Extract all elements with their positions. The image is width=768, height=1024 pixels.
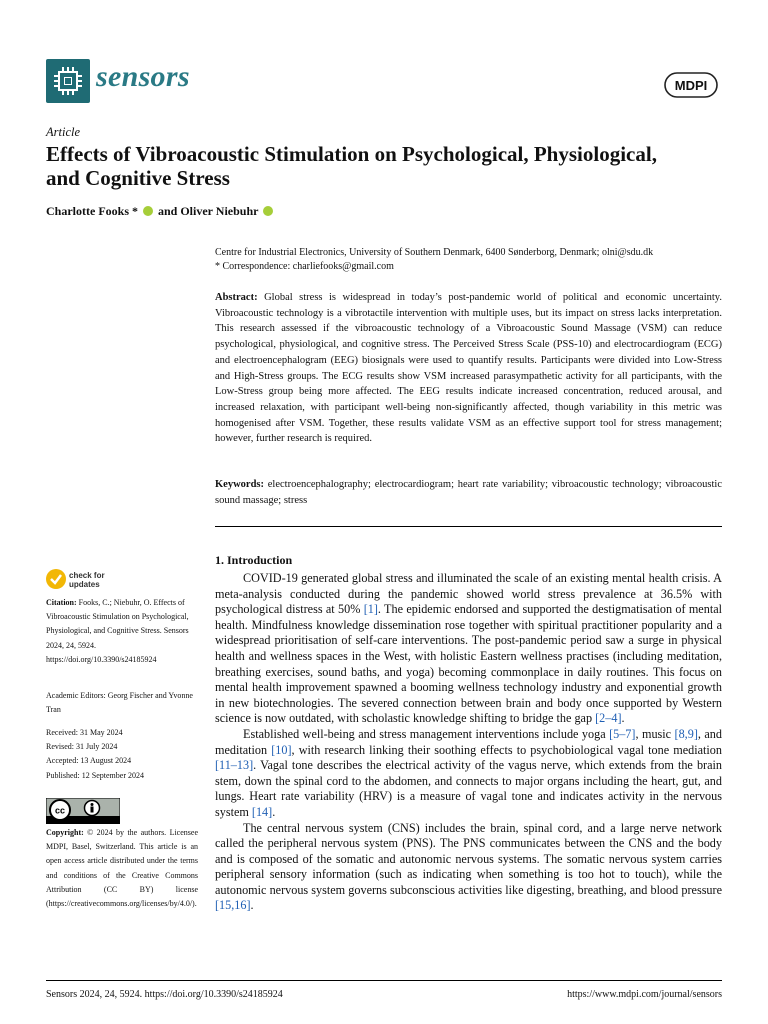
author-list: [46, 204, 275, 219]
keywords-text: electroencephalography; electrocardiogram; heart rate variability; vibroacoustic technology; vibroacoustic sound massage; stress: [215, 479, 722, 506]
editors-text: Georg Fischer and Yvonne Tran: [46, 691, 193, 715]
citation-link[interactable]: [14]: [251, 804, 273, 819]
orcid-icon[interactable]: [143, 206, 153, 216]
footer-citation[interactable]: Sensors 2024, 24, 5924. https://doi.org/10.3390/s24185924: [46, 989, 283, 1000]
affiliations: [215, 246, 725, 274]
footer-journal-url[interactable]: https://www.mdpi.com/journal/sensors: [567, 989, 722, 1000]
published-date: Published: 12 September 2024: [46, 770, 144, 780]
publisher-name: MDPI: [674, 78, 708, 93]
citation-link[interactable]: [10]: [271, 742, 292, 757]
copyright-label: Copyright:: [46, 828, 84, 837]
abstract-label: Abstract:: [215, 292, 258, 303]
paragraph: The central nervous system (CNS) includes the brain, spinal cord, and a large nerve network called the peripheral nervous system (PNS). The PNS communicates between the CNS and the body and is composed of the somatic and autonomic nervous systems. The somatic nervous system carries peripheral sensory information (such as indicating when something is too hot to touch), while the autonomic nervous system governs subconscious activities like digesting, breathing, and blood pressure [15,16].: [215, 820, 722, 913]
editors-label: Academic Editors:: [46, 691, 106, 700]
divider: [215, 526, 722, 527]
affiliation-line: Centre for Industrial Electronics, University of Southern Denmark, 6400 Sønderborg, Denmark; olni@sdu.dk: [215, 247, 654, 258]
footer-divider: [46, 980, 722, 981]
copyright-block: [46, 826, 198, 911]
received-date: Received: 31 May 2024: [46, 728, 123, 737]
citation-text: Fooks, C.; Niebuhr, O. Effects of Vibroacoustic Stimulation on Psychological, Physiological, and Cognitive Stress. Sensors 2024, 24, 5924. https://doi.org/10.3390/s24185924: [46, 598, 189, 664]
section-heading: 1. Introduction: [215, 553, 293, 567]
revised-date: Revised: 31 July 2024: [46, 742, 118, 752]
journal-name[interactable]: sensors: [96, 60, 190, 93]
citation-link[interactable]: [8,9]: [674, 726, 698, 741]
cc-badge-text: cc: [54, 805, 66, 816]
citation-link[interactable]: [2–4]: [595, 711, 622, 726]
chip-icon: [58, 71, 78, 91]
citation-link[interactable]: [1]: [363, 602, 378, 617]
citation-label: Citation:: [46, 598, 77, 607]
citation-link[interactable]: [11–13]: [215, 758, 254, 773]
orcid-icon[interactable]: [263, 206, 273, 216]
check-updates-label: check for: [69, 571, 105, 580]
dates-block: [46, 726, 198, 783]
abstract: [215, 290, 722, 447]
copyright-text: © 2024 by the authors. Licensee MDPI, Basel, Switzerland. This article is an open access article distributed under the terms and conditions of the Creative Commons Attribution (CC BY) license (https://creativecommons.org/licenses/by/4.0/).: [46, 828, 198, 909]
citation-block: [46, 596, 198, 667]
paragraph: Established well-being and stress management interventions include yoga [5–7], music [8,9], and meditation [10], with research linking their soothing effects to psychobiological vagal tone mediation [11–13]. Vagal tone describes the electrical activity of the vagus nerve, which extends from the brain stem, down the spinal cord to the abdomen, and connects to major organs including the heart, gut, and lungs. Heart rate variability (HRV) is a measure of vagal tone and indicates activity in the nervous system [14].: [215, 726, 722, 819]
keywords-label: Keywords:: [215, 479, 264, 490]
correspondence-line: * Correspondence: charliefooks@gmail.com: [215, 261, 394, 272]
paragraph: COVID-19 generated global stress and illuminated the scale of an existing mental health crisis. A meta-analysis conducted during the pandemic showed world stress prevalence at 36.5% with psychological distress at 50% [1]. The epidemic endorsed and supported the destigmatisation of mental health. Mindfulness knowledge dissemination rose together with spiritual practitioner popularity and a widespread prioritisation of self-care interventions. The post-pandemic period saw a surge in physical health and wellness spaces in the West, with holistic Eastern wellness practises (including meditation, breathing exercises, sound baths, and yoga) becoming commonplace in daily routines. This focus on mental health improvement spawned a booming wellness technology industry and exponential growth in new biotechnologies. The severed connection between brain and body once supported by Western science is now outdated, with scholastic knowledge shifting to bridge the gap [2–4].: [215, 571, 722, 726]
accepted-date: Accepted: 13 August 2024: [46, 756, 132, 766]
citation-link[interactable]: [5–7]: [609, 726, 636, 741]
keywords: [215, 477, 722, 508]
journal-logo-icon: [46, 59, 90, 103]
publisher-logo[interactable]: [664, 72, 718, 98]
author-name[interactable]: Charlotte Fooks *: [46, 204, 138, 218]
cc-by-license-icon[interactable]: [46, 798, 120, 824]
abstract-text: Global stress is widespread in today’s post-pandemic world of political and economic uncertainty. Vibroacoustic technology is a vibrotactile intervention with multiple uses, but its impact on stress lacks interpretation. This research assessed if the vibroacoustic technology of a Vibroacoustic Sound Massage (VSM) can reduce psychological, physiological, and cognitive stress. The Perceived Stress Scale (PSS-10) and electrocardiogram (ECG) and electroencephalogram (EEG) biosignals were used to quantify results. Participants were divided into Low-Stress and High-Stress groups. The ECG results show VSM increased parasympathetic activity for all participants, with the Low-Stress group being more affected. The EEG results indicate increased concentration, reduced arousal, and increased relaxation, with participant well-being non-significantly affected, though variability in this metric was homogenised after VSM. Together, these results validate VSM as an effective support tool for stress management; however, further research is required.: [215, 292, 722, 445]
check-updates-button[interactable]: [46, 569, 126, 591]
author-name[interactable]: and Oliver Niebuhr: [158, 204, 259, 218]
article-type: Article: [46, 125, 81, 139]
check-updates-label: updates: [69, 580, 100, 589]
paper-title: Effects of Vibroacoustic Stimulation on Psychological, Physiological, and Cognitive Stress: [46, 142, 657, 190]
editors-block: [46, 689, 198, 717]
body-text: [215, 571, 722, 914]
citation-link[interactable]: [15,16]: [215, 898, 251, 913]
check-updates-icon: [46, 569, 66, 589]
